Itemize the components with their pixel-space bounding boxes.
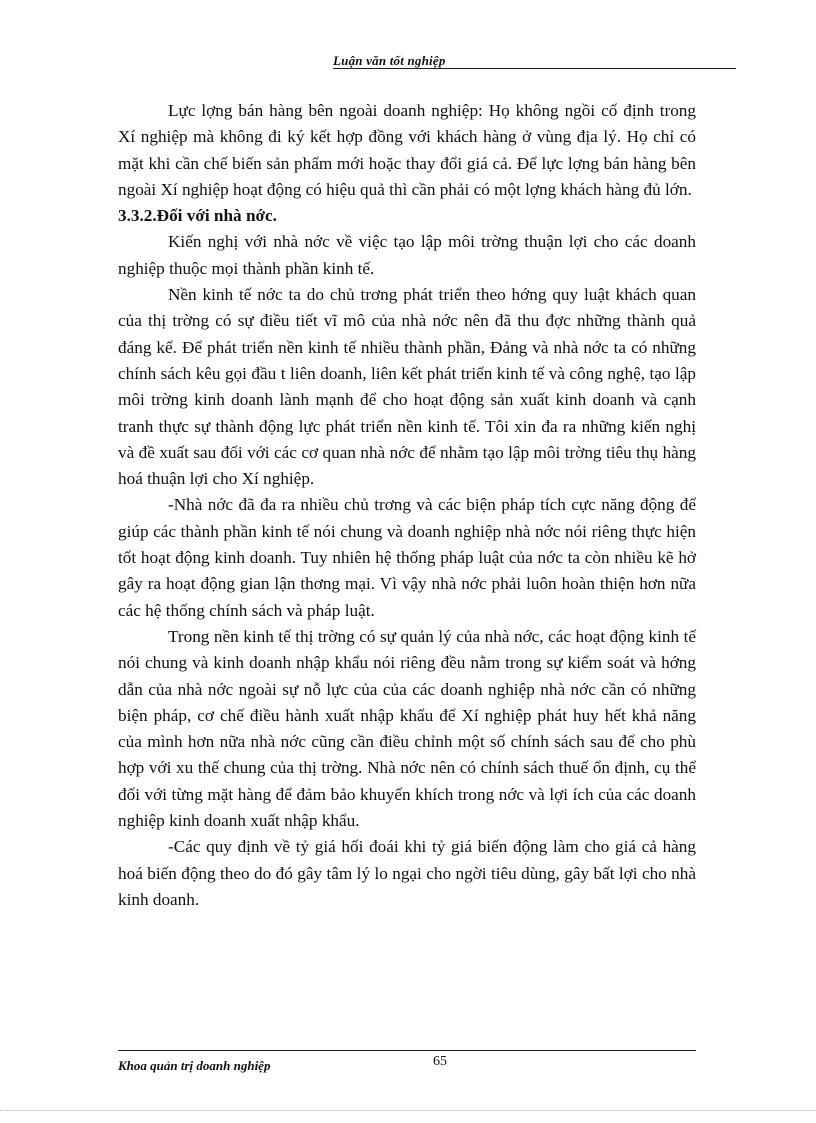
header-title: Luận văn tốt nghiệp <box>333 53 446 68</box>
document-body <box>118 98 696 913</box>
footer-faculty: Khoa quản trị doanh nghiệp <box>118 1058 271 1073</box>
page-header <box>333 52 736 69</box>
section-heading: 3.3.2.Đối với nhà nớc. <box>118 206 277 226</box>
paragraph-exchange-rate: -Các quy định về tỷ giá hối đoái khi tỷ giá biến động làm cho giá cả hàng hoá biến động theo do đó gây tâm lý lo ngại cho ngời tiêu dùng, gây bất lợi cho nhà kinh doanh. <box>118 837 696 909</box>
paragraph-state-policy: -Nhà nớc đã đa ra nhiều chủ trơng và các biện pháp tích cực năng động để giúp các thành phần kinh tế nói chung và doanh nghiệp nhà nớc nói riêng thực hiện tốt hoạt động kinh doanh. Tuy nhiên hệ thống pháp luật của nớc ta còn nhiều kẽ hở gây ra hoạt động gian lận thơng mại. Vì vậy nhà nớc phải luôn hoàn thiện hơn nữa các hệ thống chính sách và pháp luật. <box>118 495 696 620</box>
page-bottom-border <box>0 1110 816 1111</box>
footer-rule <box>118 1050 696 1051</box>
page-number: 65 <box>433 1054 447 1069</box>
paragraph-sales-force: Lực lợng bán hàng bên ngoài doanh nghiệp: Họ không ngồi cố định trong Xí nghiệp mà không đi ký kết hợp đồng với khách hàng ở vùng địa lý. Họ chỉ có mặt khi cần chế biến sản phẩm mới hoặc thay đổi giá cả. Để lực lợng bán hàng bên ngoài Xí nghiệp hoạt động có hiệu quả thì cần phải có một lợng khách hàng đủ lớn. <box>118 101 696 199</box>
paragraph-economy: Nền kinh tế nớc ta do chủ trơng phát triển theo hớng quy luật khách quan của thị trờng có sự điều tiết vĩ mô của nhà nớc nên đã thu đợc những thành quả đáng kể. Để phát triển nền kinh tế nhiều thành phần, Đảng và nhà nớc ta có những chính sách kêu gọi đầu t liên doanh, liên kết phát triển kinh tế và công nghệ, tạo lập môi trờng kinh doanh lành mạnh để cho hoạt động sản xuất kinh doanh và cạnh tranh thực sự thành động lực phát triển nền kinh tế. Tôi xin đa ra những kiến nghị và đề xuất sau đối với các cơ quan nhà nớc để nhằm tạo lập môi trờng tiêu thụ hàng hoá thuận lợi cho Xí nghiệp. <box>118 285 696 489</box>
paragraph-market-management: Trong nền kinh tế thị trờng có sự quản lý của nhà nớc, các hoạt động kinh tế nói chung và kinh doanh nhập khẩu nói riêng đều nằm trong sự kiểm soát và hớng dẫn của nhà nớc ngoài sự nỗ lực của của các doanh nghiệp nhà nớc cần có những biện pháp, cơ chế điều hành xuất nhập khẩu để Xí nghiệp phát huy hết khả năng của mình hơn nữa nhà nớc cũng cần điều chỉnh một số chính sách sau để cho phù hợp với xu thế chung của thị trờng. Nhà nớc nên có chính sách thuế ổn định, cụ thể đối với từng mặt hàng để đảm bảo khuyến khích trong nớc và lợi ích của các doanh nghiệp kinh doanh xuất nhập khẩu. <box>118 626 696 831</box>
paragraph-recommendation: Kiến nghị với nhà nớc về việc tạo lập môi trờng thuận lợi cho các doanh nghiệp thuộc mọi thành phần kinh tế. <box>118 232 696 278</box>
